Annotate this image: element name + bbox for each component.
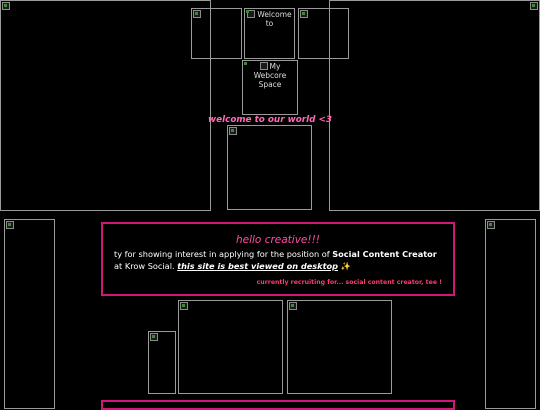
right-side-panel — [485, 219, 536, 409]
broken-image-icon — [487, 221, 495, 229]
recruiting-note: currently recruiting for... social content creator, tee ! — [256, 279, 442, 286]
broken-image-icon — [247, 10, 255, 18]
webcore-space-alt: My Webcore Space — [253, 62, 287, 89]
next-card — [101, 400, 455, 410]
role-title: Social Content Creator — [332, 249, 437, 259]
top-left-panel — [0, 0, 211, 211]
intro-card — [101, 222, 455, 296]
broken-image-icon — [193, 10, 201, 18]
header-image-right — [298, 8, 349, 59]
header-image-left — [191, 8, 242, 59]
broken-image-icon — [260, 62, 268, 70]
broken-image-icon — [300, 10, 308, 18]
welcome-image-alt: Welcome to — [257, 10, 292, 28]
desktop-note-link[interactable]: this site is best viewed on desktop — [177, 260, 338, 271]
broken-image-icon — [289, 302, 297, 310]
broken-image-icon — [180, 302, 188, 310]
broken-image-icon — [150, 333, 158, 341]
welcome-text: welcome to our world <3 — [208, 115, 332, 125]
broken-image-icon — [6, 221, 14, 229]
lower-image-right — [287, 300, 392, 394]
center-image — [227, 125, 312, 210]
sparkle-icon: ✨ — [340, 260, 351, 271]
intro-text — [114, 249, 442, 272]
webcore-space-image — [242, 60, 298, 115]
top-right-panel — [329, 0, 540, 211]
broken-image-icon — [229, 127, 237, 135]
welcome-image — [244, 8, 295, 59]
lower-image-left — [178, 300, 283, 394]
intro-prefix: ty for showing interest in applying for the position of — [114, 249, 333, 259]
intro-mid: at Krow Social. — [114, 260, 178, 271]
broken-image-icon — [530, 2, 538, 10]
broken-image-icon — [2, 2, 10, 10]
left-side-panel — [4, 219, 55, 409]
lower-image-small — [148, 331, 176, 394]
hello-heading: hello creative!!! — [235, 234, 321, 246]
